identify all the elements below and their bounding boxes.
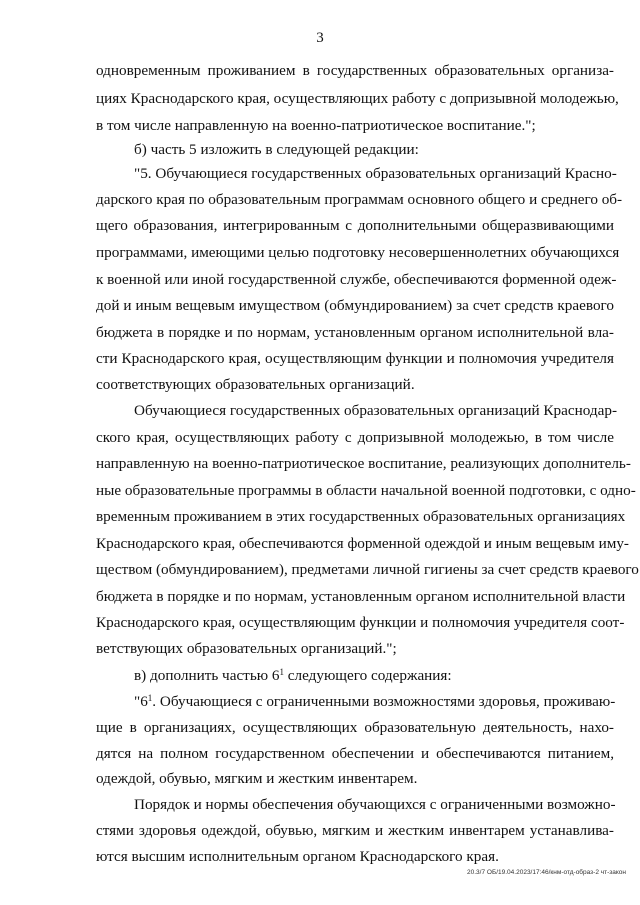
text-fragment: "6 <box>134 693 148 710</box>
text-line: Обучающиеся государственных образовательных организаций Краснодар- <box>134 402 618 419</box>
superscript: 1 <box>279 667 284 677</box>
text-line: Краснодарского края, осуществляющим функции и полномочия учредителя соот- <box>96 614 625 631</box>
text-fragment: в) дополнить частью 6 <box>134 667 280 684</box>
text-line <box>134 692 614 712</box>
text-line: Краснодарского края, обеспечиваются форменной одеждой и иным вещевым иму- <box>96 535 629 552</box>
text-line: бюджета в порядке и по нормам, установленным органом исполнительной вла- <box>96 324 614 341</box>
text-line: дой и иным вещевым имуществом (обмундированием) за счет средств краевого <box>96 297 614 314</box>
text-line: "5. Обучающиеся государственных образовательных организаций Красно- <box>134 165 617 182</box>
text-line: дятся на полном государственном обеспечении и обеспечиваются питанием, <box>96 745 614 762</box>
text-line: временным проживанием в этих государственных образовательных организациях <box>96 508 626 525</box>
page-number: 3 <box>316 30 324 46</box>
text-line: ются высшим исполнительным органом Краснодарского края. <box>96 848 499 865</box>
text-line: ществом (обмундированием), предметами личной гигиены за счет средств краевого <box>96 561 639 578</box>
text-line: соответствующих образовательных организаций. <box>96 376 415 393</box>
text-line <box>134 666 614 686</box>
text-line: ветствующих образовательных организаций."; <box>96 640 397 657</box>
text-line: ные образовательные программы в области начальной военной подготовки, с одно- <box>96 482 636 499</box>
text-line: бюджета в порядке и по нормам, установленным органом исполнительной власти <box>96 588 626 605</box>
text-line: щие в организациях, осуществляющих образовательную деятельность, нахо- <box>96 719 614 736</box>
text-fragment: . Обучающиеся с ограниченными возможностями здоровья, проживаю- <box>152 693 616 710</box>
text-line: ского края, осуществляющих работу с допризывной молодежью, в том числе <box>96 429 614 446</box>
text-line: программами, имеющими целью подготовку несовершеннолетних обучающихся <box>96 244 620 261</box>
text-line: дарского края по образовательным программам основного общего и среднего об- <box>96 191 623 208</box>
text-line: б) часть 5 изложить в следующей редакции: <box>134 141 419 158</box>
text-line: сти Краснодарского края, осуществляющим функции и полномочия учредителя <box>96 350 614 367</box>
text-line: одновременным проживанием в государственных образовательных организа- <box>96 62 614 79</box>
text-line: в том числе направленную на военно-патриотическое воспитание."; <box>96 117 536 134</box>
text-line: к военной или иной государственной службе, обеспечиваются форменной одеж- <box>96 271 617 288</box>
text-line: циях Краснодарского края, осуществляющих работу с допризывной молодежью, <box>96 90 619 107</box>
text-line: Порядок и нормы обеспечения обучающихся с ограниченными возможно- <box>134 796 616 813</box>
text-line: щего образования, интегрированным с дополнительными общеразвивающими <box>96 217 614 234</box>
footer-stamp: 20.3/7 ОБ/19.04.2023/17:46/кнм-отд-образ-2 чт-закон <box>467 869 626 876</box>
text-fragment: следующего содержания: <box>283 667 452 684</box>
text-line: направленную на военно-патриотическое воспитание, реализующих дополнитель- <box>96 455 631 472</box>
text-line: стями здоровья одеждой, обувью, мягким и жестким инвентарем устанавлива- <box>96 822 614 839</box>
superscript: 1 <box>147 693 153 703</box>
text-line: одеждой, обувью, мягким и жестким инвентарем. <box>96 770 418 787</box>
